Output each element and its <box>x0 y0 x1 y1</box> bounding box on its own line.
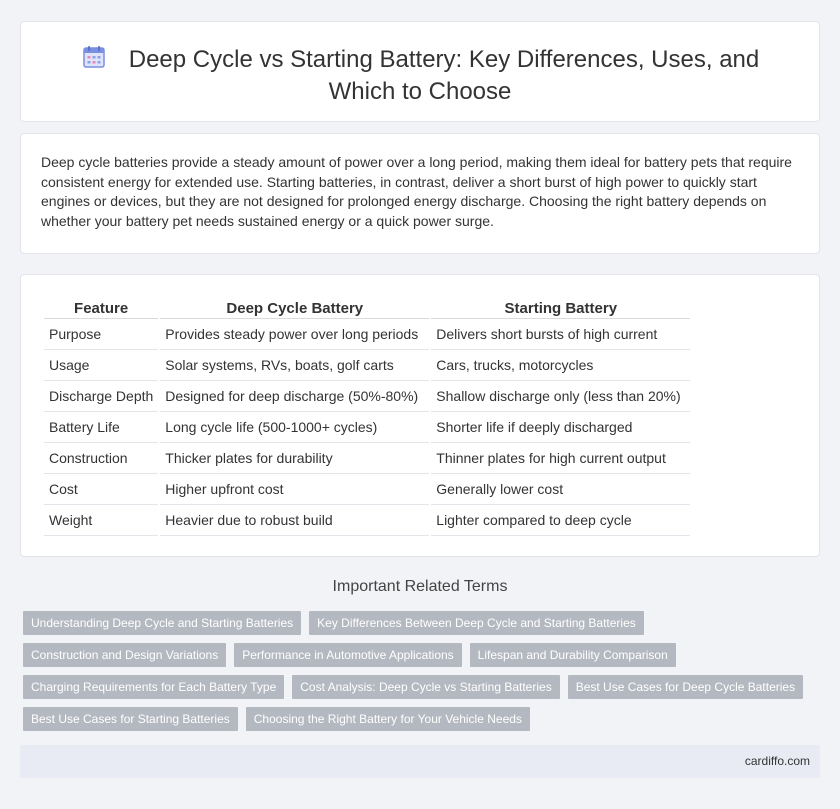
related-term-tag[interactable]: Cost Analysis: Deep Cycle vs Starting Batteries <box>292 675 559 699</box>
header-feature: Feature <box>44 295 158 319</box>
footer-site-link[interactable]: cardiffo.com <box>744 754 810 768</box>
table-cell: Generally lower cost <box>431 474 690 505</box>
related-term-tag[interactable]: Construction and Design Variations <box>23 643 226 667</box>
related-terms-tags <box>23 611 803 739</box>
table-cell: Solar systems, RVs, boats, golf carts <box>160 350 429 381</box>
calendar-icon <box>81 44 107 77</box>
title-card <box>20 21 820 122</box>
related-term-tag[interactable]: Charging Requirements for Each Battery Type <box>23 675 284 699</box>
table-cell: Shorter life if deeply discharged <box>431 412 690 443</box>
intro-paragraph: Deep cycle batteries provide a steady amount of power over a long period, making them ideal for battery pets that require consistent energy for extended use. Starting batteries, in contrast, deliver a short burst of high power to quickly start engines or devices, but they are not designed for prolonged energy discharge. Choosing the right battery depends on whether your battery pet needs sustained energy or a quick power surge. <box>41 154 792 229</box>
tag-row <box>23 675 803 707</box>
table-cell: Cost <box>44 474 158 505</box>
table-row <box>44 443 690 474</box>
table-cell: Heavier due to robust build <box>160 505 429 536</box>
title-wrap <box>61 44 779 106</box>
header-starting: Starting Battery <box>431 295 690 319</box>
table-cell: Higher upfront cost <box>160 474 429 505</box>
table-row <box>44 474 690 505</box>
table-cell: Cars, trucks, motorcycles <box>431 350 690 381</box>
table-cell: Usage <box>44 350 158 381</box>
related-term-tag[interactable]: Key Differences Between Deep Cycle and Starting Batteries <box>309 611 644 635</box>
table-cell: Battery Life <box>44 412 158 443</box>
intro-card <box>20 133 820 254</box>
related-term-tag[interactable]: Choosing the Right Battery for Your Vehicle Needs <box>246 707 530 731</box>
table-header-row <box>44 295 690 319</box>
table-cell: Lighter compared to deep cycle <box>431 505 690 536</box>
table-cell: Provides steady power over long periods <box>160 319 429 350</box>
tag-row <box>23 643 803 675</box>
comparison-table <box>42 295 692 536</box>
table-row <box>44 381 690 412</box>
page-title <box>61 44 779 106</box>
related-term-tag[interactable]: Lifespan and Durability Comparison <box>470 643 676 667</box>
table-cell: Designed for deep discharge (50%-80%) <box>160 381 429 412</box>
table-cell: Delivers short bursts of high current <box>431 319 690 350</box>
footer <box>20 745 820 778</box>
related-terms-heading: Important Related Terms <box>332 578 508 595</box>
table-cell: Shallow discharge only (less than 20%) <box>431 381 690 412</box>
table-cell: Weight <box>44 505 158 536</box>
tag-row <box>23 707 803 739</box>
related-term-tag[interactable]: Understanding Deep Cycle and Starting Batteries <box>23 611 301 635</box>
table-cell: Discharge Depth <box>44 381 158 412</box>
related-term-tag[interactable]: Performance in Automotive Applications <box>234 643 461 667</box>
table-row <box>44 505 690 536</box>
comparison-table-card <box>20 274 820 557</box>
page-title-text: Deep Cycle vs Starting Battery: Key Differences, Uses, and Which to Choose <box>128 46 760 105</box>
tag-row <box>23 611 803 643</box>
table-row <box>44 350 690 381</box>
table-cell: Purpose <box>44 319 158 350</box>
related-term-tag[interactable]: Best Use Cases for Starting Batteries <box>23 707 238 731</box>
table-cell: Thinner plates for high current output <box>431 443 690 474</box>
table-cell: Construction <box>44 443 158 474</box>
table-cell: Long cycle life (500-1000+ cycles) <box>160 412 429 443</box>
header-deep-cycle: Deep Cycle Battery <box>160 295 429 319</box>
table-cell: Thicker plates for durability <box>160 443 429 474</box>
related-term-tag[interactable]: Best Use Cases for Deep Cycle Batteries <box>568 675 803 699</box>
table-row <box>44 412 690 443</box>
table-row <box>44 319 690 350</box>
